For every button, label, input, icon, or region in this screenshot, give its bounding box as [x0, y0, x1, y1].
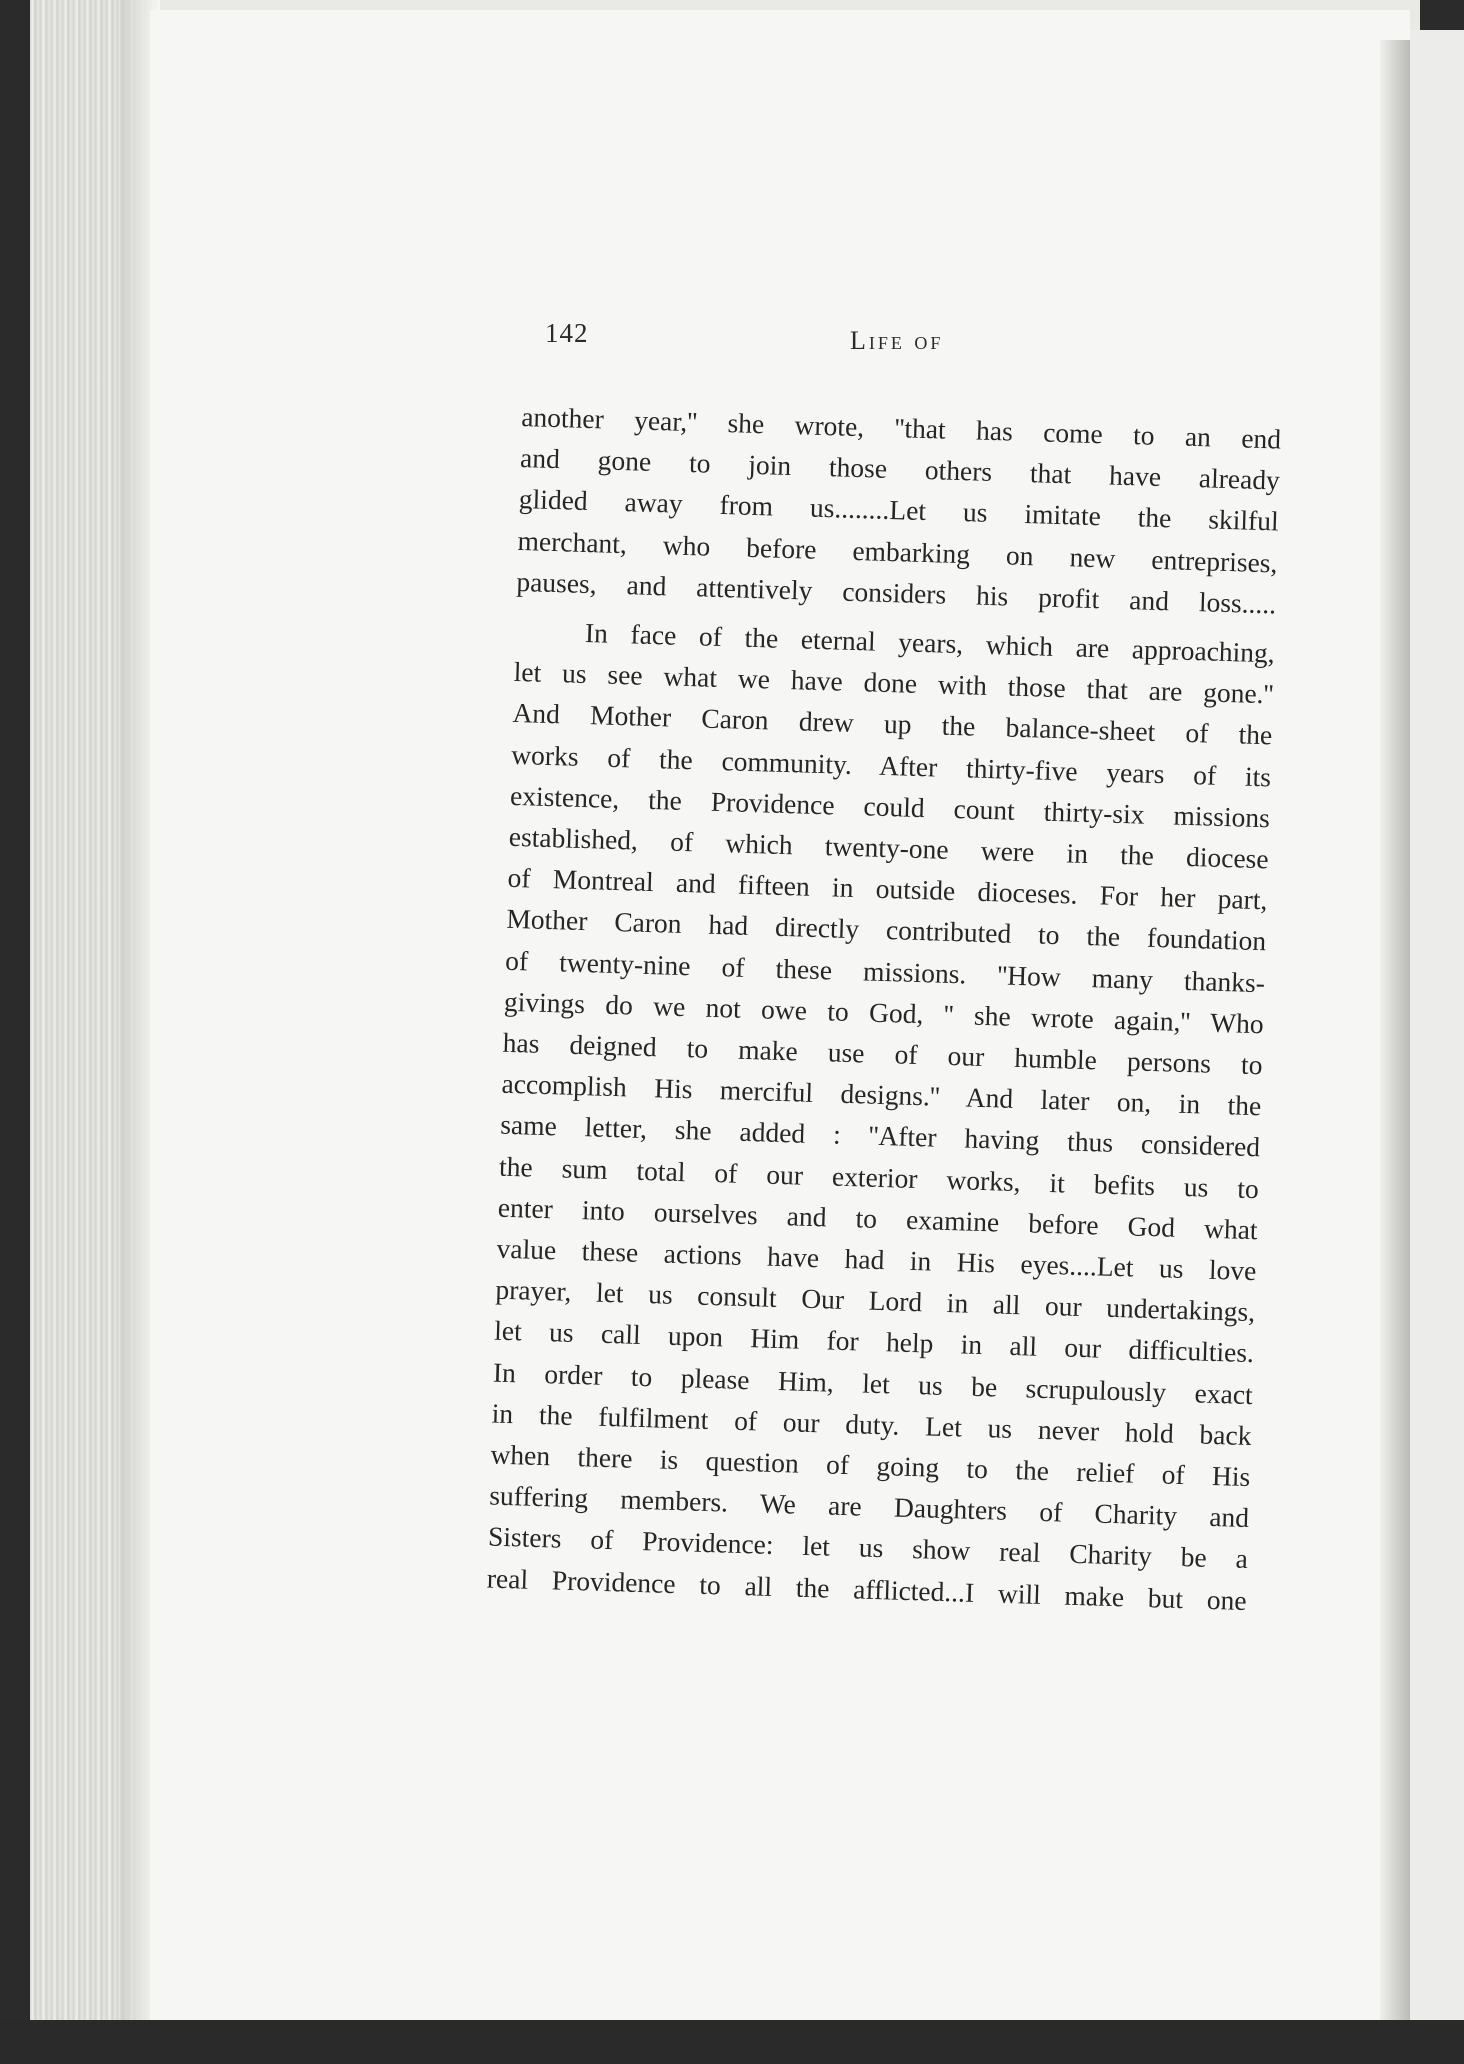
text-line: enter into ourselves and to examine before God what [497, 1191, 1259, 1246]
text-line: established, of which twenty-one were in the diocese [508, 820, 1270, 875]
text-line: accomplish His merciful designs.'' And later on, in the [501, 1067, 1262, 1122]
running-head [545, 318, 1425, 368]
text-line: Sisters of Providence: let us show real Charity be a [487, 1520, 1249, 1575]
text-line: let us see what we have done with those that are gone.'' [513, 656, 1274, 710]
text-line: Mother Caron had directly contributed to the foundation [506, 903, 1267, 957]
paragraph-1 [516, 396, 1282, 624]
page-edges [30, 0, 160, 2034]
text-line: of twenty-nine of these missions. ''How many thanks- [504, 944, 1266, 998]
text-line: pauses, and attentively considers his profit and loss..... [516, 565, 1277, 620]
text-line: the sum total of our exterior works, it befits us to [498, 1150, 1260, 1204]
text-line: of Montreal and fifteen in outside dioceses. For her part, [507, 862, 1268, 916]
text-line: existence, the Providence could count thirty-six missions [509, 779, 1271, 834]
text-line: let us call upon Him for help in all our difficulties. [493, 1315, 1255, 1369]
text-line: another year,'' she wrote, ''that has come to an end [520, 400, 1282, 455]
running-head-title: Life of [850, 326, 944, 355]
paragraph-2 [486, 610, 1275, 1621]
text-line: same letter, she added : ''After having thus considered [499, 1109, 1261, 1163]
text-line: givings do we not owe to God, '' she wrote again,'' Who [503, 985, 1265, 1040]
text-line: has deigned to make use of our humble persons to [502, 1026, 1263, 1081]
text-line: works of the community. After thirty-five years of its [510, 738, 1272, 793]
body-text [486, 396, 1281, 1621]
text-line: prayer, let us consult Our Lord in all our undertakings, [495, 1273, 1256, 1328]
text-line: In order to please Him, let us be scrupulously exact [492, 1356, 1254, 1410]
text-line: value these actions have had in His eyes....Let us love [496, 1232, 1257, 1287]
page-number: 142 [545, 318, 589, 348]
text-line: and gone to join those others that have already [519, 442, 1281, 496]
text-line: And Mother Caron drew up the balance-sheet of the [512, 697, 1273, 751]
text-line: when there is question of going to the relief of His [490, 1438, 1251, 1493]
text-line: suffering members. We are Daughters of Charity and [488, 1479, 1250, 1534]
text-line: real Providence to all the afflicted...I will make but one [486, 1562, 1248, 1616]
text-line: in the fulfilment of our duty. Let us never hold back [491, 1397, 1252, 1451]
text-line: glided away from us........Let us imitate the skilful [518, 483, 1280, 537]
text-line: In face of the eternal years, which are approaching, [584, 616, 1276, 669]
text-line: merchant, who before embarking on new entreprises, [517, 524, 1278, 579]
bottom-shadow [0, 2020, 1464, 2064]
